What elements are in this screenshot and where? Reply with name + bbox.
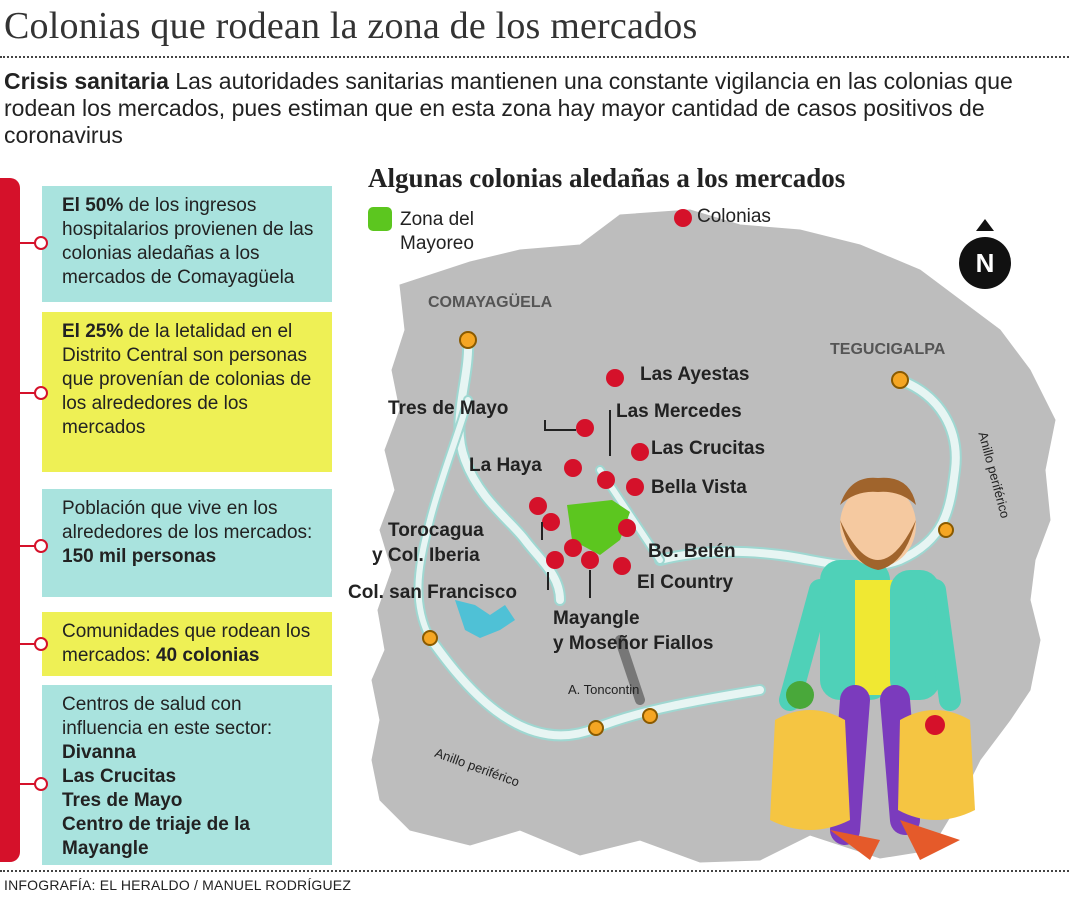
colonia-label: Las Mercedes — [616, 401, 742, 422]
legend-zone-swatch — [368, 207, 392, 231]
colonia-label: y Moseñor Fiallos — [553, 633, 714, 654]
north-arrow-icon — [976, 219, 994, 231]
credits: INFOGRAFÍA: EL HERALDO / MANUEL RODRÍGUEZ — [4, 877, 352, 893]
north-compass-icon: N — [959, 237, 1011, 289]
stat-card-population-text: Población que vive en los alrededores de los mercados: — [62, 498, 313, 543]
colonia-label: Mayangle — [553, 608, 640, 629]
city-label-tegucigalpa: TEGUCIGALPA — [830, 341, 946, 358]
road-label-anillo: Anillo periférico — [432, 745, 522, 790]
stat-card-lethality-text: de la letalidad en el Distrito Central son personas que provenían de colonias de los alrededores de los mercados — [62, 321, 312, 438]
page-title: Colonias que rodean la zona de los mercados — [4, 5, 698, 47]
health-centers-intro: Centros de salud con influencia en este sector: — [62, 694, 273, 739]
stat-card-lethality-bold: El 25% — [62, 321, 124, 342]
colonia-label: Tres de Mayo — [388, 398, 509, 419]
colonia-label: El Country — [637, 572, 734, 593]
stat-card-population-bold: 150 mil personas — [62, 546, 217, 567]
colonia-label: La Haya — [469, 455, 542, 476]
health-center-item: Centro de triaje de la Mayangle — [62, 814, 250, 859]
colonia-label: Col. san Francisco — [348, 582, 517, 603]
road-label-toncontin: A. Toncontin — [568, 682, 640, 697]
health-center-item: Divanna — [62, 742, 136, 763]
legend-colonias-label: Colonias — [697, 206, 771, 227]
colonia-label: Bella Vista — [651, 477, 747, 498]
intro-text: Las autoridades sanitarias mantienen una constante vigilancia en las colonias que rodean los mercados, pues estiman que en esta zona hay mayor cantidad de casos positivos de coronavirus — [4, 68, 1013, 148]
stat-card-hospital-text: de los ingresos hospitalarios provienen de las colonias aledañas a los mercados de Comayagüela — [62, 195, 314, 288]
intro-bold: Crisis sanitaria — [4, 68, 169, 94]
legend-zone-label-1: Zona del — [400, 209, 474, 230]
colonia-label: Las Crucitas — [651, 438, 766, 459]
legend-colonia-dot — [674, 209, 692, 227]
colonia-label: y Col. Iberia — [372, 545, 480, 566]
stat-card-communities-text: Comunidades que rodean los mercados: — [62, 621, 311, 666]
road-label-anillo: Anillo periférico — [975, 430, 1014, 520]
health-center-item: Las Crucitas — [62, 766, 177, 787]
stat-card-communities-bold: 40 colonias — [155, 645, 260, 666]
colonia-label: Bo. Belén — [648, 541, 736, 562]
city-label-comayaguela: COMAYAGÜELA — [428, 294, 553, 311]
stat-card-hospital-bold: El 50% — [62, 195, 124, 216]
health-center-item: Tres de Mayo — [62, 790, 183, 811]
legend-zone-label-2: Mayoreo — [400, 233, 474, 254]
colonia-label: Las Ayestas — [640, 364, 750, 385]
colonia-label: Torocagua — [388, 520, 484, 541]
map-title: Algunas colonias aledañas a los mercados — [368, 163, 846, 193]
bottom-divider — [0, 870, 1069, 872]
